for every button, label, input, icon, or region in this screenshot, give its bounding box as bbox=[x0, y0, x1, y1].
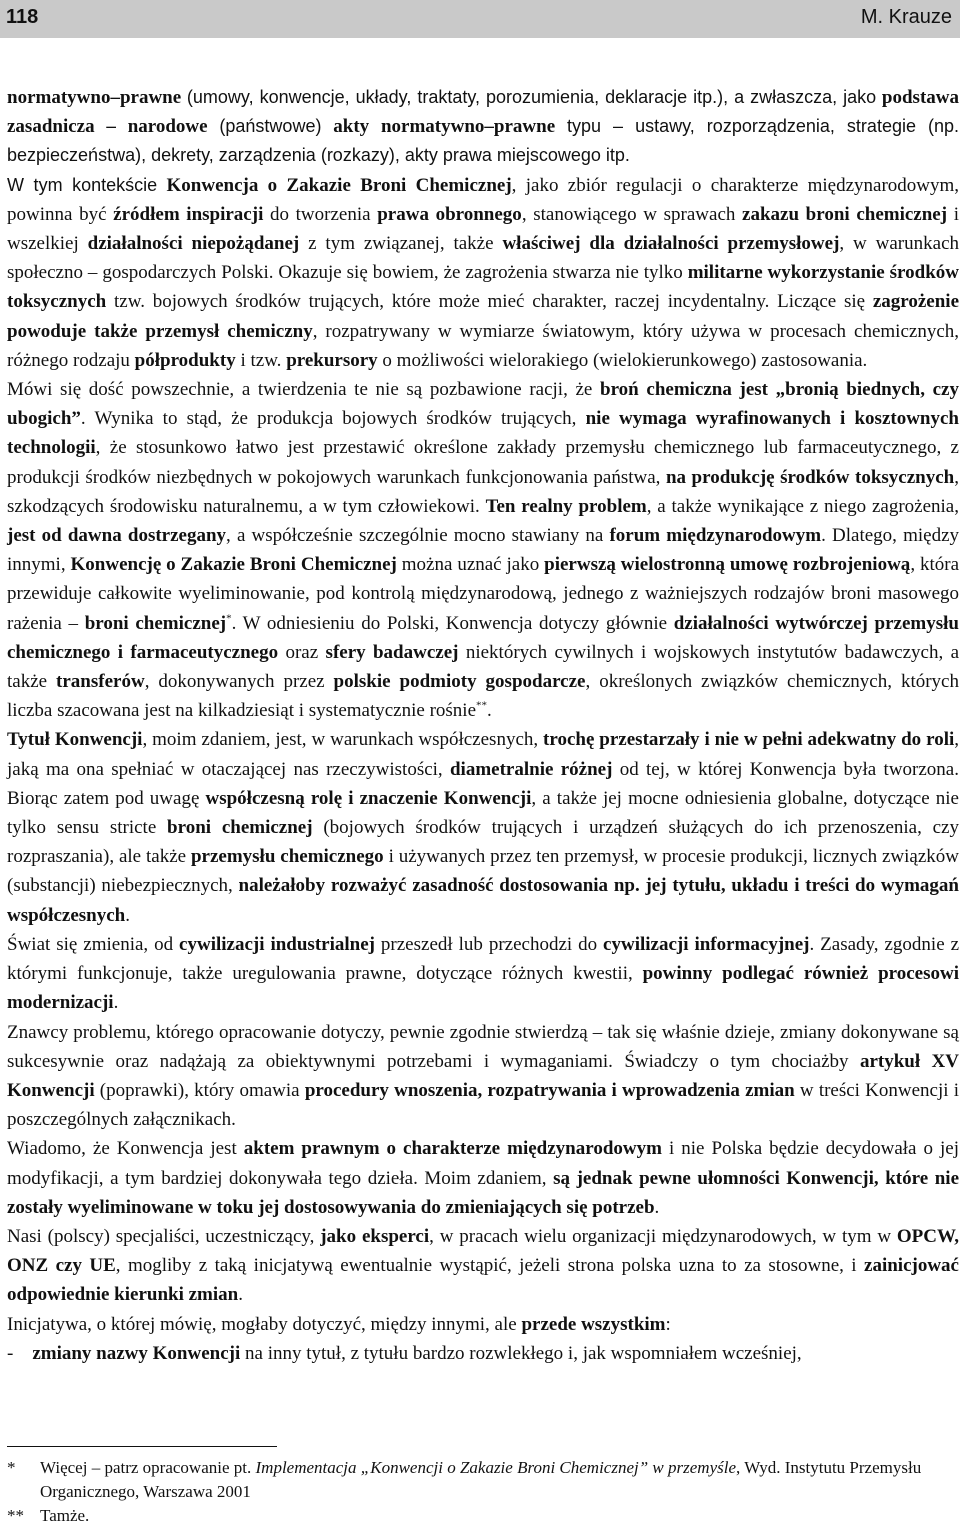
footnote bbox=[7, 1504, 957, 1528]
footnotes bbox=[7, 1456, 957, 1528]
page-number: 118 bbox=[6, 6, 39, 28]
list-item: - zmiany nazwy Konwencji na inny tytuł, z tytułu bardzo rozwlekłego i, jak wspomniałem wcześniej, bbox=[7, 1342, 802, 1364]
paragraph: Wiadomo, że Konwencja jest aktem prawnym o charakterze międzynarodowym i nie Polska będzie decydowała o jej modyfikacji, a tym bardziej dokonywała tego dzieła. Moim zdaniem, są jednak pewne ułomności Konwencji, które nie zostały wyeliminowane w toku jej dostosowywania do zmieniających się potrzeb. bbox=[7, 1138, 960, 1218]
footnote-separator bbox=[7, 1446, 277, 1447]
paragraph: Tytuł Konwencji, moim zdaniem, jest, w warunkach współczesnych, trochę przestarzały i nie w pełni adekwatny do roli, jaką ma ona spełniać w otaczającej nas rzeczywistości, diametralnie różnej od tej, w której Konwencja była tworzona. Biorąc zatem pod uwagę współczesną rolę i znaczenie Konwencji, a także jej mocne odniesienia globalne, dotyczące nie tylko sensu stricte broni chemicznej (bojowych środków trujących i urządzeń służących do ich przenoszenia, czy rozpraszania), ale także przemysłu chemicznego i używanych przez ten przemysł, w procesie produkcji, licznych związków (substancji) niebezpiecznych, należałoby rozważyć zasadność dostosowania np. jej tytułu, układu i treści do wymagań współczesnych. bbox=[7, 729, 960, 926]
paragraph: normatywno–prawne (umowy, konwencje, układy, traktaty, porozumienia, deklaracje itp.), a zwłaszcza, jako podstawa zasadnicza – narodowe (państwowe) akty normatywno–prawne typu – ustawy, rozporządzenia, strategie (np. bezpieczeństwa), dekrety, zarządzenia (rozkazy), akty prawa miejscowego itp. bbox=[7, 87, 960, 166]
running-header bbox=[0, 0, 960, 38]
paragraph: Znawcy problemu, którego opracowanie dotyczy, pewnie zgodnie stwierdzą – tak się właśnie dzieje, zmiany dokonywane są sukcesywnie oraz nadążają za obiektywnymi potrzebami i wymaganiami. Świadczy o tym chociażby artykuł XV Konwencji (poprawki), który omawia procedury wnoszenia, rozpatrywania i wprowadzenia zmian w treści Konwencji i poszczególnych załącznikach. bbox=[7, 1021, 959, 1131]
paragraph: W tym kontekście Konwencja o Zakazie Broni Chemicznej, jako zbiór regulacji o charakterze międzynarodowym, powinna być źródłem inspiracji do tworzenia prawa obronnego, stanowiącego w sprawach zakazu broni chemicznej i wszelkiej działalności niepożądanej z tym związanej, także właściwej dla działalności przemysłowej, w warunkach społeczno – gospodarczych Polski. Okazuje się bowiem, że zagrożenia stwarza nie tylko militarne wykorzystanie środków toksycznych tzw. bojowych środków trujących, które może mieć charakter, raczej incydentalny. Liczące się zagrożenie powoduje także przemysł chemiczny, rozpatrywany w wymiarze światowym, który używa w procesach chemicznych, różnego rodzaju półprodukty i tzw. prekursory o możliwości wielorakiego (wielokierunkowego) zastosowania. bbox=[7, 174, 960, 371]
footnote-text: Więcej – patrz opracowanie pt. Implementacja „Konwencji o Zakazie Broni Chemicznej” w przemyśle, Wyd. Instytutu Przemysłu Organicznego, Warszawa 2001 bbox=[40, 1458, 922, 1501]
footnote bbox=[7, 1456, 957, 1504]
main-text bbox=[7, 83, 959, 1368]
paragraph: Nasi (polscy) specjaliści, uczestniczący, jako eksperci, w pracach wielu organizacji międzynarodowych, w tym w OPCW, ONZ czy UE, mogliby z taką inicjatywą ewentualnie wystąpić, jeżeli strona polska uzna to za stosowne, i zainicjować odpowiednie kierunki zmian. bbox=[7, 1225, 959, 1306]
paragraph: Inicjatywa, o której mówię, mogłaby dotyczyć, między innymi, ale przede wszystkim: bbox=[7, 1313, 671, 1335]
footnote-text: Tamże. bbox=[40, 1506, 90, 1525]
footnote-mark: * bbox=[7, 1458, 16, 1477]
footnote-mark: ** bbox=[7, 1506, 24, 1525]
paragraph: Mówi się dość powszechnie, a twierdzenia te nie są pozbawione racji, że broń chemiczna jest „bronią biednych, czy ubogich”. Wynika to stąd, że produkcja bojowych środków trujących, nie wymaga wyrafinowanych i kosztownych technologii, że stosunkowo łatwo jest przestawić określone zakłady przemysłu chemicznego lub farmaceutycznego, z produkcji środków niezbędnych w pokojowych warunkach funkcjonowania państwa, na produkcję środków toksycznych, szkodzących środowisku naturalnemu, a w tym człowiekowi. Ten realny problem, a także wynikające z niego zagrożenia, jest od dawna dostrzegany, a współcześnie szczególnie mocno stawiany na forum międzynarodowym. Dlatego, między innymi, Konwencję o Zakazie Broni Chemicznej można uznać jako pierwszą wielostronną umowę rozbrojeniową, która przewiduje całkowite wyeliminowanie, pod kontrolą międzynarodową, jednego z ważniejszych rodzajów broni masowego rażenia – broni chemicznej*. W odniesieniu do Polski, Konwencja dotyczy głównie działalności wytwórczej przemysłu chemicznego i farmaceutycznego oraz sfery badawczej niektórych cywilnych i wojskowych instytutów badawczych, a także transferów, dokonywanych przez polskie podmioty gospodarcze, określonych związków chemicznych, których liczba szacowana jest na kilkadziesiąt i systematycznie rośnie**. bbox=[7, 379, 960, 722]
author-header: M. Krauze bbox=[860, 6, 952, 28]
paragraph: Świat się zmienia, od cywilizacji industrialnej przeszedł lub przechodzi do cywilizacji informacyjnej. Zasady, zgodnie z którymi funkcjonuje, także uregulowania prawne, dotyczące różnych kwestii, powinny podlegać również procesowi modernizacji. bbox=[7, 933, 960, 1014]
